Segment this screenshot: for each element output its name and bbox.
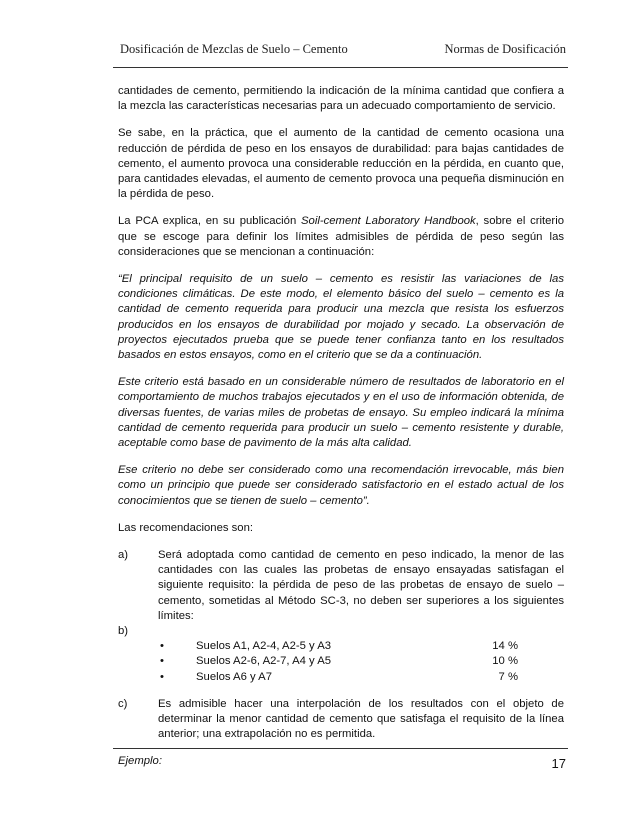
header-section: Normas de Dosificación (444, 42, 566, 56)
recommendations-intro: Las recomendaciones son: (118, 521, 254, 534)
bullet: • (160, 670, 164, 683)
bullet: • (160, 640, 164, 653)
quote-paragraph: Ese criterio no debe ser considerado como una recomendación irrevocable, más bien como un principio que puede ser considerado satisfactorio en el estado actual de los conocimientos que se tienen de suelo – cemento”. (118, 464, 564, 507)
page-body (118, 84, 564, 782)
soil-group: Suelos A6 y A7 (196, 670, 272, 683)
loss-limit: 10 % (492, 655, 518, 668)
paragraph (118, 214, 564, 260)
loss-limit: 14 % (492, 640, 518, 653)
list-item (118, 697, 564, 743)
list-label: a) (118, 549, 129, 562)
quote-paragraph: “El principal requisito de un suelo – cemento es resistir las variaciones de las condiciones climáticas. De este modo, el elemento básico del suelo – cemento es la cantidad de cemento requerida para producir una mezcla que resista los esfuerzos producidos en los ensayos de durabilidad por mojado y secado. La observación de proyectos ejecutados prueba que se puede tener confianza tanto en los resultados basados en estos ensayos, como en el criterio que se da a continuación. (118, 273, 564, 362)
list-text: Será adoptada como cantidad de cemento en peso indicado, la menor de las cantidades con las cuales las probetas de ensayo ensayadas satisfagan el siguiente requisito: la pérdida de peso de las probetas de ensayo de suelo – cemento, sometidas al Método SC-3, no deben ser superiores a los siguientes límites: (158, 549, 564, 622)
page-number: 17 (551, 756, 566, 771)
paragraph: Se sabe, en la práctica, que el aumento de la cantidad de cemento ocasiona una reducción de pérdida de peso en los ensayos de durabilidad: para bajas cantidades de cemento, el aumento provoca una considerable reducción en la pérdida, en cuanto que, para cantidades elevadas, el aumento de cemento provoca una pequeña disminución en la pérdida de peso. (118, 127, 564, 201)
list-label: c) (118, 697, 128, 710)
limit-row (158, 670, 564, 685)
loss-limit: 7 % (498, 670, 518, 683)
list-item (118, 624, 564, 639)
page-header (118, 40, 568, 60)
limit-row (158, 654, 564, 669)
paragraph: cantidades de cemento, permitiendo la indicación de la mínima cantidad que confiera a la mezcla las características necesarias para un adecuado comportamiento de servicio. (118, 85, 564, 113)
list-text: Es admisible hacer una interpolación de los resultados con el objeto de determinar la menor cantidad de cemento que satisfaga el requisito de la línea anterior; una extrapolación no es permitida. (158, 697, 564, 741)
example-label: Ejemplo: (118, 755, 162, 768)
soil-group: Suelos A1, A2-4, A2-5 y A3 (196, 640, 332, 653)
paragraph-text: , sobre el criterio que se escoge para definir los límites admisibles de pérdida de peso según las consideraciones que se mencionan a continuación: (118, 215, 564, 258)
soil-group: Suelos A2-6, A2-7, A4 y A5 (196, 655, 332, 668)
list-text (158, 624, 564, 639)
quote-paragraph: Este criterio está basado en un considerable número de resultados de laboratorio en el comportamiento de muchos trabajos ejecutados y en el uso de información obtenida, de diversas fuentes, de varias miles de probetas de ensayo. Su empleo indicará la mínima cantidad de cemento requerida para producir un suelo – cemento resistente y durable, aceptable como base de pavimento de la más alta calidad. (118, 376, 564, 450)
publication-title: Soil-cement Laboratory Handbook (301, 215, 476, 228)
list-item (118, 548, 564, 624)
paragraph-text: La PCA explica, en su publicación (118, 215, 301, 228)
list-label: b) (118, 625, 129, 638)
bullet: • (160, 655, 164, 668)
header-rule (113, 67, 568, 68)
limit-row (158, 639, 564, 654)
limits-list (158, 639, 564, 685)
footer-rule (113, 748, 568, 749)
header-title: Dosificación de Mezclas de Suelo – Cemento (120, 42, 348, 56)
